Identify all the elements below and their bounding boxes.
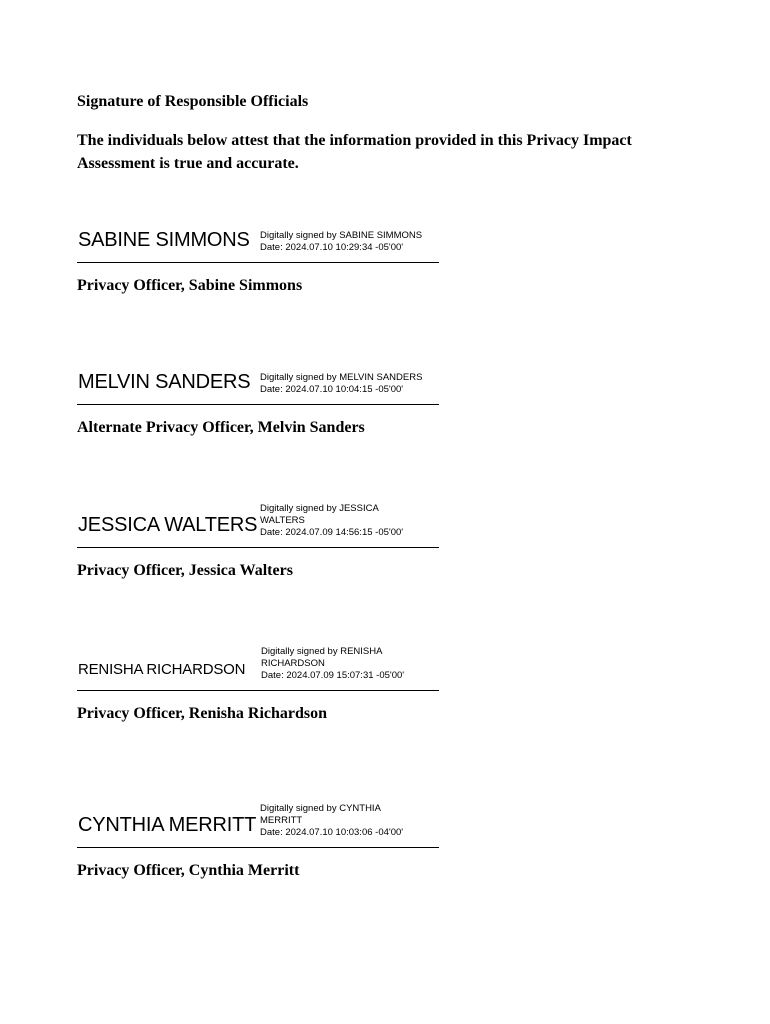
signer-name: JESSICA WALTERS [78,514,258,536]
digital-signature-details [260,503,403,539]
digital-signature-line: Digitally signed by CYNTHIA [260,803,381,814]
digital-signature-line: Digitally signed by JESSICA [260,503,379,514]
digital-signature-line: RICHARDSON [261,658,325,669]
digital-signature-date: Date: 2024.07.10 10:04:15 -05'00' [260,384,404,395]
signature-line[interactable] [77,646,439,691]
digital-signature-line: Digitally signed by RENISHA [261,646,383,657]
signer-name: SABINE SIMMONS [78,229,250,251]
signer-title: Privacy Officer, Jessica Walters [77,562,293,579]
signature-block-jessica-walters [77,503,439,580]
digital-signature-line: Digitally signed by SABINE SIMMONS [260,230,423,241]
signer-title: Privacy Officer, Renisha Richardson [77,705,328,722]
signer-title: Privacy Officer, Sabine Simmons [77,277,303,294]
signer-name: CYNTHIA MERRITT [78,814,257,836]
attestation-statement: The individuals below attest that the information provided in this Privacy Impact Assessment is true and accurate. [77,132,632,172]
digital-signature-date: Date: 2024.07.10 10:03:06 -04'00' [260,827,404,838]
signer-name: RENISHA RICHARDSON [78,661,246,678]
signature-block-renisha-richardson [77,646,439,723]
signature-block-cynthia-merritt [77,803,439,880]
signer-title: Alternate Privacy Officer, Melvin Sanders [77,419,365,436]
digital-signature-details [260,803,403,839]
signature-line[interactable] [77,222,439,263]
digital-signature-details [260,230,422,254]
section-heading: Signature of Responsible Officials [77,93,309,110]
signer-title: Privacy Officer, Cynthia Merritt [77,862,300,879]
digital-signature-line: WALTERS [260,515,305,526]
digital-signature-line: Digitally signed by MELVIN SANDERS [260,372,423,383]
signature-line[interactable] [77,503,439,548]
digital-signature-date: Date: 2024.07.10 10:29:34 -05'00' [260,242,404,253]
signature-line[interactable] [77,803,439,848]
digital-signature-date: Date: 2024.07.09 15:07:31 -05'00' [261,670,405,681]
digital-signature-details [261,646,404,682]
digital-signature-details [260,372,422,396]
signature-block-sabine-simmons [77,222,439,295]
signature-block-melvin-sanders [77,364,439,437]
digital-signature-line: MERRITT [260,815,303,826]
signature-line[interactable] [77,364,439,405]
signer-name: MELVIN SANDERS [78,371,251,393]
digital-signature-date: Date: 2024.07.09 14:56:15 -05'00' [260,527,404,538]
